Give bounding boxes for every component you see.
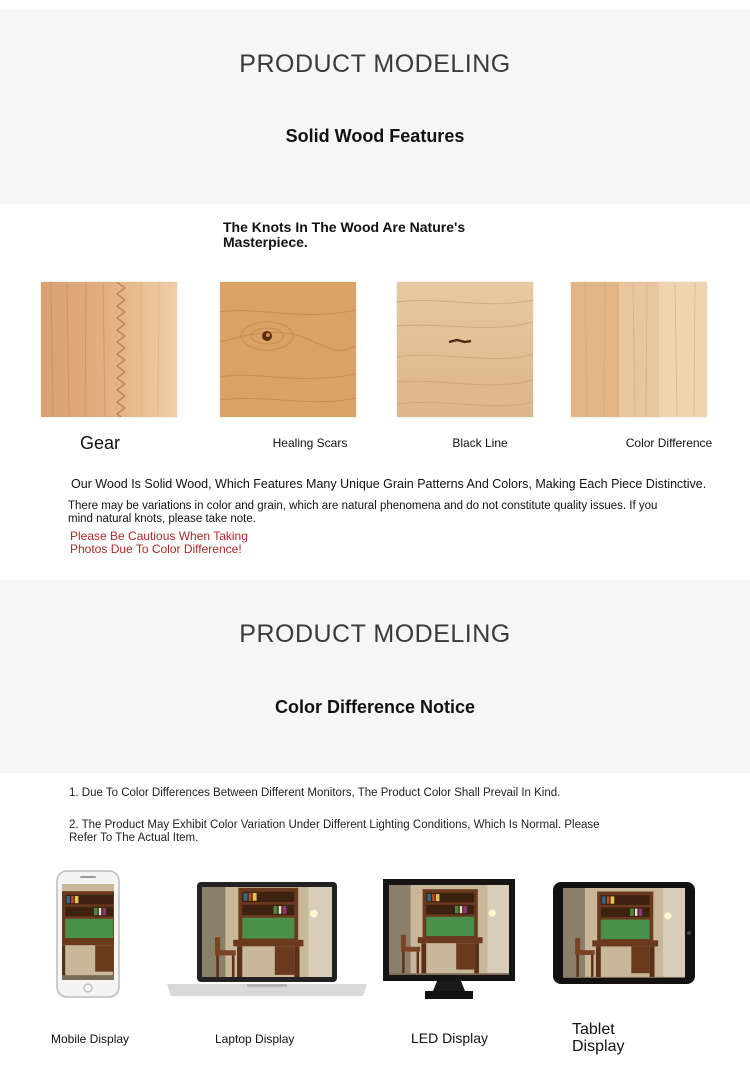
- knot-wood-sample: [220, 282, 356, 417]
- device-label-led: LED Display: [411, 1030, 489, 1046]
- photo-warning-text: Please Be Cautious When Taking Photos Due To Color Difference!: [70, 529, 248, 556]
- wood-note-text: There may be variations in color and grain, which are natural phenomena and do not constitute quality issues. If you mind natural knots, please take note.: [68, 500, 658, 525]
- tablet-icon: [553, 882, 695, 989]
- section-header-band: [0, 580, 750, 773]
- device-label-laptop: Laptop Display: [215, 1032, 295, 1046]
- knots-heading: The Knots In The Wood Are Nature's Masterpiece.: [223, 219, 466, 250]
- laptop-icon: [167, 880, 367, 1005]
- smartphone-icon: [56, 870, 120, 1003]
- device-label-mobile: Mobile Display: [51, 1032, 130, 1046]
- notice-item-1: 1. Due To Color Differences Between Different Monitors, The Product Color Shall Prevail In Kind.: [69, 787, 561, 799]
- finger-joint-wood-sample: [41, 282, 177, 417]
- notice-item-2: 2. The Product May Exhibit Color Variation Under Different Lighting Conditions, Which Is Normal. Please Refer To The Actual Item.: [69, 819, 600, 844]
- section-eyebrow: PRODUCT MODELING: [239, 50, 511, 78]
- device-label-tablet: Tablet Display: [572, 1021, 625, 1055]
- sample-label-gear: Gear: [79, 433, 121, 453]
- sample-label-color-difference: Color Difference: [625, 436, 713, 450]
- section-eyebrow: PRODUCT MODELING: [239, 620, 511, 648]
- monitor-icon: [383, 879, 515, 1008]
- wood-intro-text: Our Wood Is Solid Wood, Which Features Many Unique Grain Patterns And Colors, Making Each Piece Distinctive.: [71, 477, 707, 491]
- section-subtitle: Solid Wood Features: [285, 126, 465, 146]
- sample-label-black-line: Black Line: [452, 436, 508, 450]
- black-line-wood-sample: [397, 282, 533, 417]
- color-variation-wood-sample: [571, 282, 707, 417]
- section-subtitle: Color Difference Notice: [274, 697, 476, 717]
- section-header-band: [0, 10, 750, 204]
- sample-label-healing-scars: Healing Scars: [272, 436, 348, 450]
